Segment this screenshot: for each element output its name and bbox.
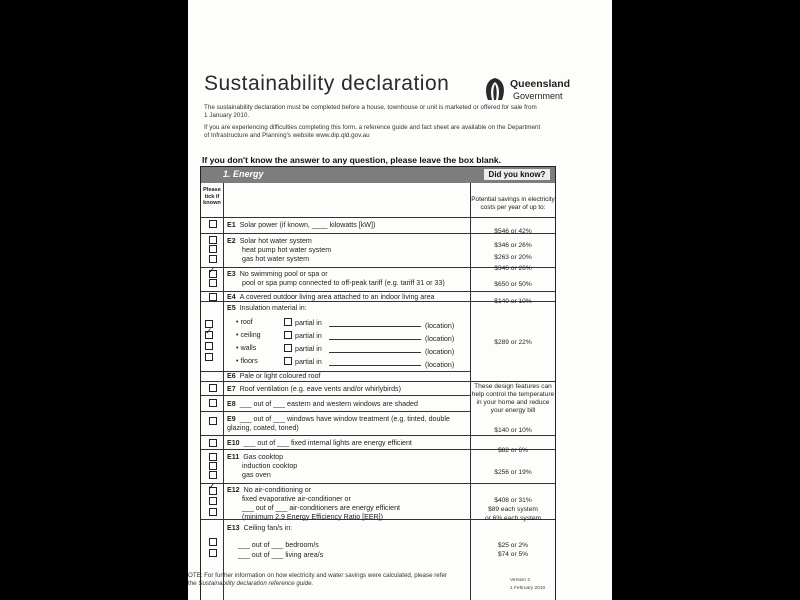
column-divider	[223, 183, 224, 600]
row-code: E11	[227, 453, 240, 461]
section-title: 1. Energy	[223, 169, 264, 179]
row-e11	[227, 453, 283, 461]
row-e7	[227, 385, 401, 393]
row-e12-sub-2: ___ out of ___ air-conditioners are energy efficient	[242, 504, 401, 512]
checkbox-e5-walls[interactable]	[205, 342, 213, 350]
savings-e9: $140 or 10%	[494, 427, 532, 434]
row-text: Gas cooktop	[243, 453, 284, 461]
tick-mark-icon: ✓	[208, 265, 216, 275]
insulation-item-label: ceiling	[240, 331, 261, 339]
location-field-walls[interactable]	[329, 352, 421, 353]
row-e13-sub-1: ___ out of ___ bedroom/s	[238, 541, 319, 549]
checkbox-e8[interactable]	[209, 399, 217, 407]
insulation-item-label: walls	[240, 344, 257, 352]
partial-label: partial in	[295, 319, 322, 327]
savings-e2-1: $346 or 26%	[494, 242, 532, 249]
page-title: Sustainability declaration	[204, 72, 450, 95]
row-code: E2	[227, 237, 236, 245]
did-you-know-label: Did you know?	[484, 169, 550, 180]
row-e8	[227, 400, 418, 408]
government-logo	[482, 76, 586, 106]
insulation-item-walls: • walls	[236, 344, 257, 352]
checkbox-partial-ceiling[interactable]	[284, 331, 292, 339]
row-code: E8	[227, 400, 236, 408]
savings-e4: $140 or 10%	[494, 298, 532, 305]
tick-mark-icon: ✓	[205, 326, 213, 336]
row-e12-sub-3: (minimum 2.9 Energy Efficiency Ratio [EER])	[242, 513, 384, 521]
location-label: (location)	[425, 322, 455, 330]
intro-text-1: The sustainability declaration must be completed before a house, townhouse or unit is marketed or offered for sale from	[204, 104, 537, 111]
location-field-floors[interactable]	[329, 365, 421, 366]
row-e9	[227, 415, 450, 423]
energy-table	[200, 166, 556, 600]
checkbox-e2-gas[interactable]	[209, 255, 217, 263]
savings-e10: $82 or 6%	[497, 447, 529, 454]
design-features-note: These design features can help control the temperature in your home and reduce your energy bill	[471, 383, 555, 414]
row-text: No swimming pool or spa or	[239, 270, 328, 278]
location-label: (location)	[425, 361, 455, 369]
row-e2-sub-2: gas hot water system	[242, 255, 310, 263]
row-divider	[201, 483, 555, 484]
version-label: Version 2	[510, 578, 531, 583]
row-text: Solar hot water system	[239, 237, 312, 245]
insulation-item-ceiling: • ceiling	[236, 331, 261, 339]
row-e6	[227, 372, 321, 380]
partial-label: partial in	[295, 345, 322, 353]
checkbox-e13-living[interactable]	[209, 549, 217, 557]
row-divider	[201, 411, 471, 412]
checkbox-e5-floors[interactable]	[205, 353, 213, 361]
row-divider	[201, 395, 471, 396]
row-divider	[201, 291, 555, 292]
checkbox-e4[interactable]	[209, 293, 217, 301]
savings-e1: $546 or 42%	[494, 228, 532, 235]
reference-guide-title: Sustainability declaration reference guide.	[198, 580, 314, 587]
row-e11-sub-2: gas oven	[242, 471, 271, 479]
savings-e2-3: $346 or 26%	[494, 265, 532, 272]
intro-text-2: 1 January 2010.	[204, 112, 250, 119]
checkbox-e9[interactable]	[209, 417, 217, 425]
savings-column-header: Potential savings in electricity costs per year of up to:	[471, 196, 555, 211]
checkbox-e3-off-peak[interactable]	[209, 279, 217, 287]
row-code: E6	[227, 372, 236, 380]
savings-e12-3: or 6% each system	[484, 515, 542, 522]
row-code: E10	[227, 439, 240, 447]
row-text: A covered outdoor living area attached to an indoor living area	[239, 293, 435, 301]
tick-column-header: Please tick if known	[203, 187, 221, 206]
footer-note: OTE: For further information on how electricity and water savings were calculated, please refer	[188, 572, 447, 579]
insulation-item-label: roof	[240, 318, 253, 326]
row-text: Roof ventilation (e.g. eave vents and/or whirlybirds)	[239, 385, 401, 393]
checkbox-e13-bedrooms[interactable]	[209, 538, 217, 546]
row-e13	[227, 524, 292, 532]
row-divider	[201, 381, 555, 382]
row-code: E9	[227, 415, 236, 423]
row-divider	[201, 435, 555, 436]
row-text: Ceiling fan/s in:	[243, 524, 293, 532]
row-e3-sub-1: pool or spa pump connected to off-peak tariff (e.g. tariff 31 or 33)	[242, 279, 445, 287]
savings-e2-2: $263 or 20%	[494, 254, 532, 261]
row-e4	[227, 293, 435, 301]
version-date: 1 February 2010	[510, 586, 546, 591]
checkbox-e10[interactable]	[209, 439, 217, 447]
instruction-note: If you don't know the answer to any question, please leave the box blank.	[202, 155, 502, 165]
row-e1	[227, 221, 375, 229]
savings-e11: $256 or 19%	[494, 469, 532, 476]
savings-e12-2: $89 each system	[488, 506, 538, 513]
intro-text-3: If you are experiencing difficulties completing this form, a reference guide and fact sheet are available on the Department	[204, 124, 541, 131]
tick-mark-icon: ✓	[208, 481, 216, 491]
row-code: E13	[227, 524, 240, 532]
row-e5	[227, 304, 307, 312]
row-text: ___ out of ___ eastern and western windows are shaded	[239, 400, 418, 408]
savings-e13-1: $25 or 2%	[497, 542, 529, 549]
intro-text-4: of Infrastructure and Planning's website www.dip.qld.gov.au	[204, 132, 370, 139]
row-text: Pale or light coloured roof	[239, 372, 321, 380]
partial-label: partial in	[295, 358, 322, 366]
partial-label: partial in	[295, 332, 322, 340]
row-text: ___ out of ___ windows have window treatment (e.g. tinted, double	[239, 415, 450, 423]
row-e10	[227, 439, 412, 447]
location-label: (location)	[425, 335, 455, 343]
checkbox-e11-gas-oven[interactable]	[209, 471, 217, 479]
checkbox-partial-roof[interactable]	[284, 318, 292, 326]
insulation-item-label: floors	[240, 357, 258, 365]
row-code: E3	[227, 270, 236, 278]
row-e2	[227, 237, 312, 245]
row-code: E5	[227, 304, 236, 312]
logo-line-2: Government	[513, 91, 563, 101]
savings-e12-1: $408 or 31%	[494, 497, 532, 504]
row-code: E4	[227, 293, 236, 301]
section-header-bar	[201, 167, 555, 183]
checkbox-e2-heat-pump[interactable]	[209, 245, 217, 253]
savings-e5: $289 or 22%	[494, 339, 532, 346]
row-text: Insulation material in:	[239, 304, 307, 312]
footer-prefix: the	[188, 580, 197, 587]
row-code: E7	[227, 385, 236, 393]
savings-e13-2: $74 or 5%	[497, 551, 529, 558]
row-e11-sub-1: induction cooktop	[242, 462, 298, 470]
checkbox-e11-induction[interactable]	[209, 462, 217, 470]
checkbox-e1[interactable]	[209, 220, 217, 228]
row-divider	[201, 217, 555, 218]
checkbox-e12-efficient[interactable]	[209, 508, 217, 516]
insulation-item-floors: • floors	[236, 357, 258, 365]
checkbox-e12-evaporative[interactable]	[209, 497, 217, 505]
row-e12-sub-1: fixed evaporative air-conditioner or	[242, 495, 351, 503]
row-text: No air-conditioning or	[243, 486, 312, 494]
row-e9-sub-1: glazing, coated, toned)	[227, 424, 299, 432]
location-field-ceiling[interactable]	[329, 339, 421, 340]
row-text: ___ out of ___ fixed internal lights are energy efficient	[243, 439, 412, 447]
checkbox-partial-floors[interactable]	[284, 357, 292, 365]
location-label: (location)	[425, 348, 455, 356]
insulation-item-roof: • roof	[236, 318, 253, 326]
checkbox-e2-solar[interactable]	[209, 236, 217, 244]
qld-crest-icon	[482, 76, 508, 104]
footer-note-2	[188, 580, 313, 587]
row-text: Solar power (if known, ____ kilowatts [kW])	[239, 221, 376, 229]
checkbox-partial-walls[interactable]	[284, 344, 292, 352]
row-e12	[227, 486, 311, 494]
checkbox-e11-gas-cooktop[interactable]	[209, 453, 217, 461]
row-code: E12	[227, 486, 240, 494]
row-code: E1	[227, 221, 236, 229]
document-page	[188, 0, 612, 600]
row-e13-sub-2: ___ out of ___ living area/s	[238, 551, 324, 559]
row-e3	[227, 270, 328, 278]
logo-line-1: Queensland	[510, 78, 571, 90]
location-field-roof[interactable]	[329, 326, 421, 327]
savings-e3: $650 or 50%	[494, 281, 532, 288]
checkbox-e7[interactable]	[209, 384, 217, 392]
row-e2-sub-1: heat pump hot water system	[242, 246, 332, 254]
